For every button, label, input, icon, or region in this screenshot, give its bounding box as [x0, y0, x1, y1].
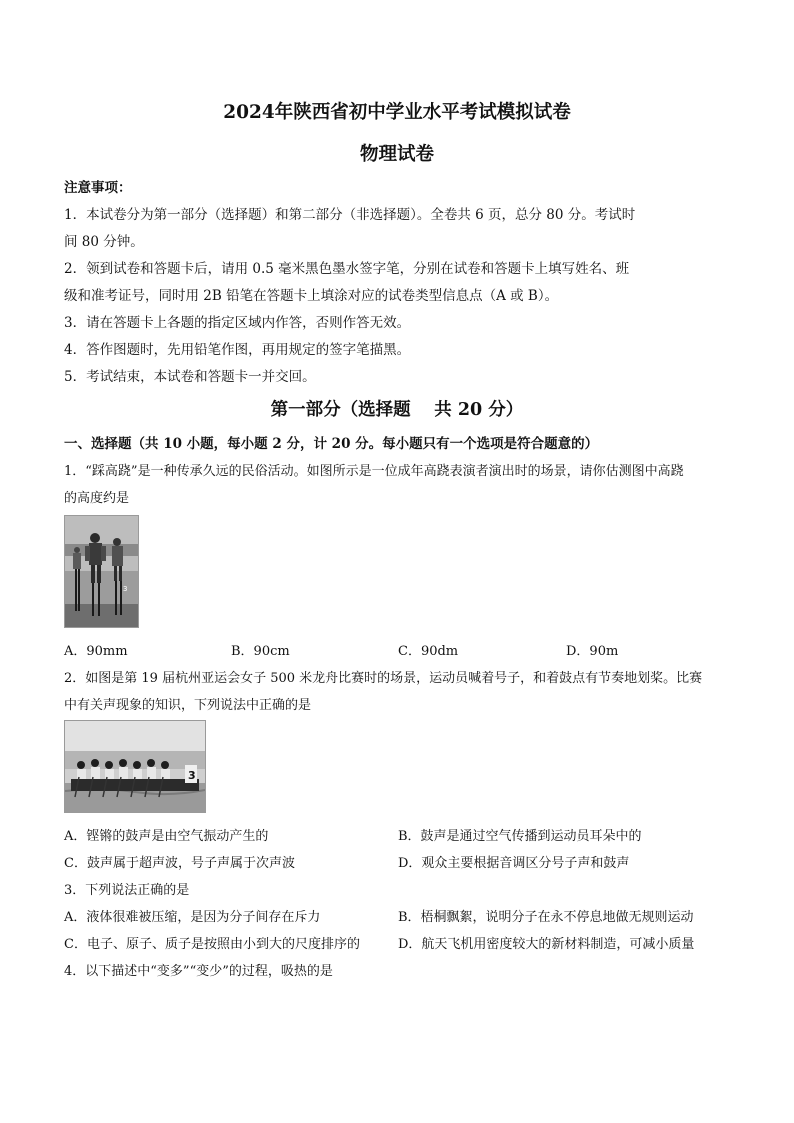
option-a[interactable]: A．铿锵的鼓声是由空气振动产生的 [64, 829, 269, 844]
notes-line: 5．考试结束，本试卷和答题卡一并交回。 [64, 369, 316, 385]
section-heading: 一、选择题（共 10 小题，每小题 2 分，计 20 分。每小题只有一个选项是符合题意的） [64, 436, 599, 452]
stilts-illustration [65, 516, 138, 627]
option-d[interactable]: D．航天飞机用密度较大的新材料制造，可减小质量 [398, 937, 695, 952]
notes-line: 2．领到试卷和答题卡后，请用 0.5 毫米黑色墨水签字笔，分别在试卷和答题卡上填写姓名、班 [64, 261, 630, 277]
part-one-title: 第一部分（选择题 共 20 分） [270, 400, 524, 420]
dragon-boat-photo [64, 720, 206, 813]
notes-line: 级和准考证号，同时用 2B 铅笔在答题卡上填涂对应的试卷类型信息点（A 或 B）。 [64, 288, 559, 304]
notes-line: 4．答作图题时，先用铅笔作图，再用规定的签字笔描黑。 [64, 342, 411, 358]
boat-number: 3 [188, 769, 196, 782]
stilts-photo [64, 515, 139, 628]
option-c[interactable]: C．电子、原子、质子是按照由小到大的尺度排序的 [64, 937, 360, 952]
option-c[interactable]: C．鼓声属于超声波，号子声属于次声波 [64, 856, 295, 871]
question-1-text: 1．“踩高跷”是一种传承久远的民俗活动。如图所示是一位成年高跷表演者演出时的场景，请你估测图中高跷 [64, 464, 684, 479]
question-2-text: 中有关声现象的知识，下列说法中正确的是 [64, 698, 312, 713]
option-c[interactable]: C．90dm [398, 644, 459, 659]
notes-line: 3．请在答题卡上各题的指定区域内作答，否则作答无效。 [64, 315, 411, 331]
option-d[interactable]: D．观众主要根据音调区分号子声和鼓声 [398, 856, 630, 871]
question-4-text: 4．以下描述中“变多”“变少”的过程，吸热的是 [64, 964, 333, 979]
option-b[interactable]: B．鼓声是通过空气传播到运动员耳朵中的 [398, 829, 642, 844]
notes-line: 1．本试卷分为第一部分（选择题）和第二部分（非选择题）。全卷共 6 页，总分 80 分。考试时 [64, 207, 636, 223]
exam-title: 2024年陕西省初中学业水平考试模拟试卷 [223, 102, 571, 123]
stilts-number: 3 [123, 585, 128, 593]
option-a[interactable]: A．90mm [64, 644, 128, 659]
question-3-text: 3．下列说法正确的是 [64, 883, 190, 898]
option-b[interactable]: B．梧桐飘絮，说明分子在永不停息地做无规则运动 [398, 910, 694, 925]
option-b[interactable]: B．90cm [231, 644, 290, 659]
option-a[interactable]: A．液体很难被压缩，是因为分子间存在斥力 [64, 910, 321, 925]
question-1-text: 的高度约是 [64, 491, 130, 506]
notes-line: 间 80 分钟。 [64, 234, 144, 250]
option-d[interactable]: D．90m [566, 644, 619, 659]
dragon-boat-illustration [65, 721, 205, 812]
question-2-text: 2．如图是第 19 届杭州亚运会女子 500 米龙舟比赛时的场景，运动员喊着号子，和着鼓点有节奏地划桨。比赛 [64, 671, 703, 686]
notes-heading: 注意事项： [64, 180, 132, 196]
exam-subject: 物理试卷 [359, 144, 434, 165]
